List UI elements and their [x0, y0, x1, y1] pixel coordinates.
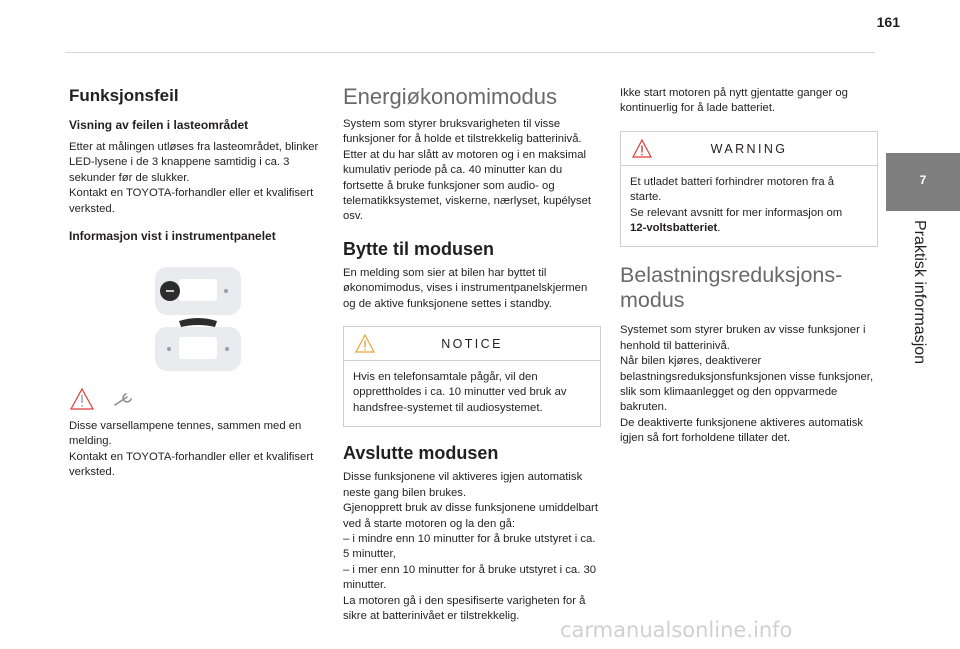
notice-header	[344, 327, 600, 361]
paragraph-belastningsreduksjonsmodus: Systemet som styrer bruken av visse funksjoner i henhold til batterinivå. Når bilen kjøres, deaktiverer belastningsreduksjonsfunksjonen visse funksjoner, slik som klimaanlegget og den oppvarmede bakruten. De deaktiverte funksjonene aktiveres automatisk igjen så fort forholdene tillater det.	[620, 324, 874, 445]
warning-header	[621, 132, 877, 166]
footer-watermark: carmanualsonline.info	[560, 618, 793, 642]
paragraph-bytte-til-modusen: En melding som sier at bilen har byttet til økonomimodus, vises i instrumentpanelskjermen og de aktive funksjonene settes i standby.	[343, 266, 588, 310]
warning-label: WARNING	[710, 141, 788, 156]
warning-text-end: .	[717, 222, 721, 235]
paragraph-ikke-start-motoren: Ikke start motoren på nytt gjentatte ganger og kontinuerlig for å lade batteriet.	[620, 87, 848, 115]
column-3	[620, 80, 878, 447]
notice-label: NOTICE	[441, 337, 503, 352]
warning-text-block	[621, 166, 877, 247]
heading-avslutte-modusen: Avslutte modusen	[343, 443, 499, 464]
chapter-side-label	[906, 220, 936, 380]
chapter-title: Praktisk informasjon	[911, 220, 928, 365]
section-heading-energiokonomimodus: Energiøkonomimodus	[343, 84, 557, 109]
section-heading-funksjonsfeil: Funksjonsfeil	[69, 86, 179, 105]
paragraph-avslutte-modusen: Disse funksjonene vil aktiveres igjen automatisk neste gang bilen brukes. Gjenopprett bruk av disse funksjonene umiddelbart ved å starte motoren og la den gå: – i mindre enn 10 minutter for å bruke utstyret i ca. 5 minutter, – i mer enn 10 minutter for å bruke utstyret i ca. 30 minutter. La motoren gå i den spesifiserte varigheten for å sikre at batterinivået er tilstrekkelig.	[343, 471, 598, 622]
warning-bold-link: 12-voltsbatteriet	[630, 222, 718, 235]
warning-text: Et utladet batteri forhindrer motoren fra å starte. Se relevant avsnitt for mer informasjon om	[630, 175, 843, 219]
paragraph-energiokonomimodus: System som styrer bruksvarigheten til visse funksjoner for å holde et tilstrekkelig batterinivå. Etter at du har slått av motoren og i en maksimal kumulativ periode på ca. 40 minutter kan du fortsette å bruke funksjoner som audio- og telematikksystemet, viskerne, nærlyset, kupélyset osv.	[343, 118, 591, 223]
header-divider	[65, 52, 875, 53]
notice-text: Hvis en telefonsamtale pågår, vil den opprettholdes i ca. 10 minutter ved bruk av handsfree-systemet til audiosystemet.	[353, 371, 567, 414]
wrench-icon	[115, 394, 131, 405]
page-number: 161	[876, 14, 900, 30]
column-2	[343, 80, 601, 624]
chapter-tab	[886, 153, 960, 211]
button-panel-illustration	[69, 261, 325, 381]
warning-box	[620, 131, 878, 248]
paragraph-lasteomradet: Etter at målingen utløses fra lasteområdet, blinker LED-lysene i de 3 knappene samtidig i ca. 3 sekunder før de slukker. Kontakt en TOYOTA-forhandler eller et kvalifisert verksted.	[69, 141, 319, 215]
paragraph-varsellamper: Disse varsellampene tennes, sammen med en melding. Kontakt en TOYOTA-forhandler eller et kvalifisert verksted.	[69, 420, 314, 479]
heading-bytte-til-modusen: Bytte til modusen	[343, 238, 495, 259]
section-heading-belastningsreduksjonsmodus: Belastningsreduksjons- modus	[620, 263, 843, 313]
chapter-number: 7	[919, 173, 927, 187]
subheading-instrumentpanel: Informasjon vist i instrumentpanelet	[69, 229, 276, 244]
notice-box	[343, 326, 601, 427]
subheading-lasteomradet: Visning av feilen i lasteområdet	[69, 118, 249, 132]
warning-triangle-icon	[71, 389, 93, 409]
warning-icons-row	[69, 385, 325, 415]
column-1	[69, 80, 325, 481]
